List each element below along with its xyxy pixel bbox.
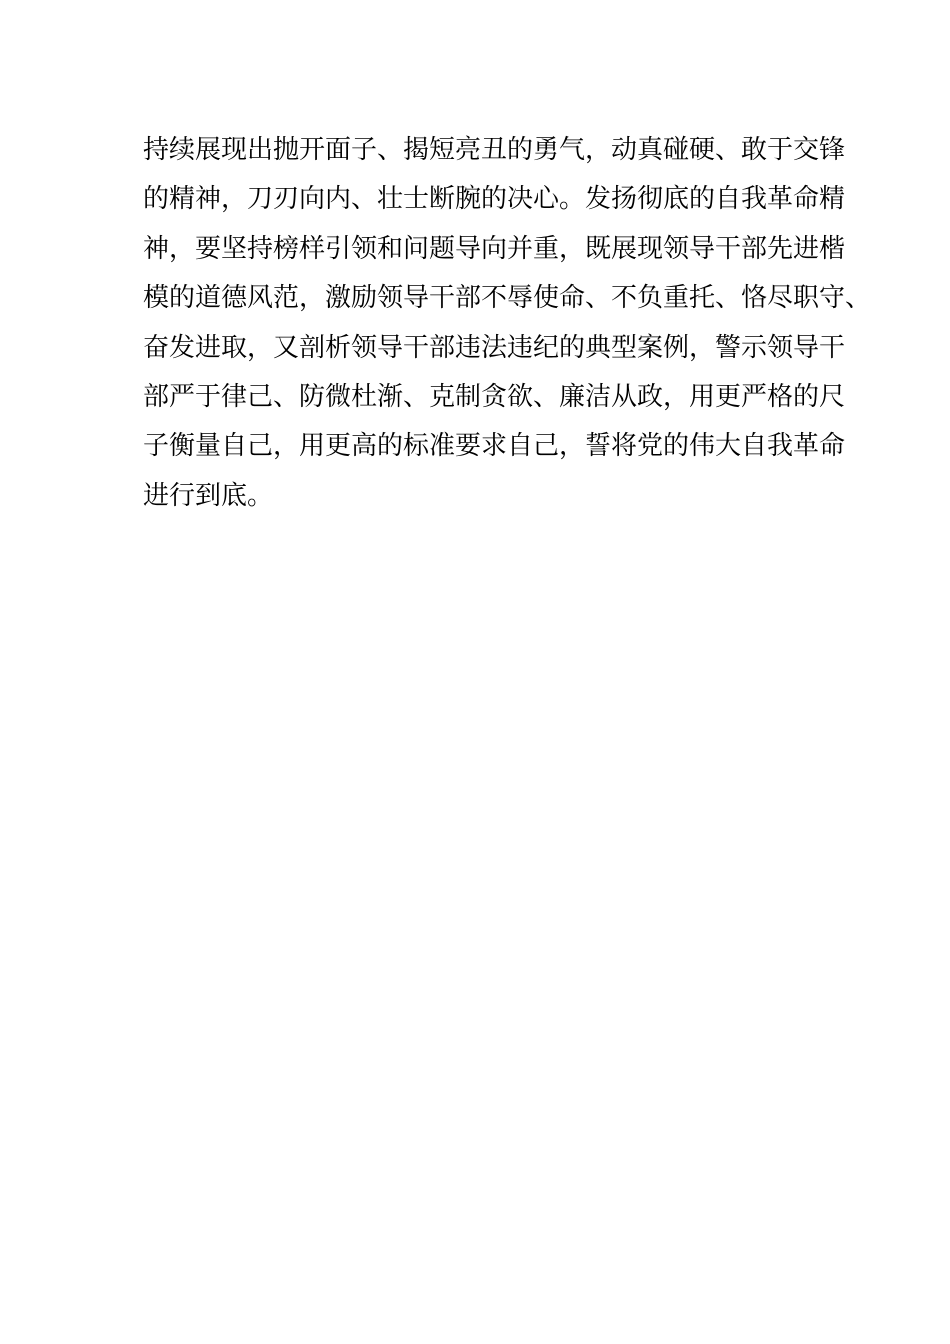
paragraph-line-7: 子衡量自己，用更高的标准要求自己，誓将党的伟大自我革命 <box>143 431 846 462</box>
paragraph-line-5: 奋发进取，又剖析领导干部违法违纪的典型案例，警示领导干 <box>143 332 846 363</box>
paragraph-line-8: 进行到底。 <box>143 480 274 511</box>
paragraph-line-2: 的精神，刀刃向内、壮士断腕的决心。发扬彻底的自我革命精 <box>143 184 846 215</box>
paragraph-line-3: 神，要坚持榜样引领和问题导向并重，既展现领导干部先进楷 <box>143 233 846 264</box>
paragraph-line-1: 持续展现出抛开面子、揭短亮丑的勇气，动真碰硬、敢于交锋 <box>143 135 846 165</box>
paragraph-line-4: 模的道德风范，激励领导干部不辱使命、不负重托、恪尽职守、 <box>143 283 872 314</box>
paragraph-line-6: 部严于律己、防微杜渐、克制贪欲、廉洁从政，用更严格的尺 <box>143 381 846 412</box>
body-paragraph <box>143 126 872 521</box>
